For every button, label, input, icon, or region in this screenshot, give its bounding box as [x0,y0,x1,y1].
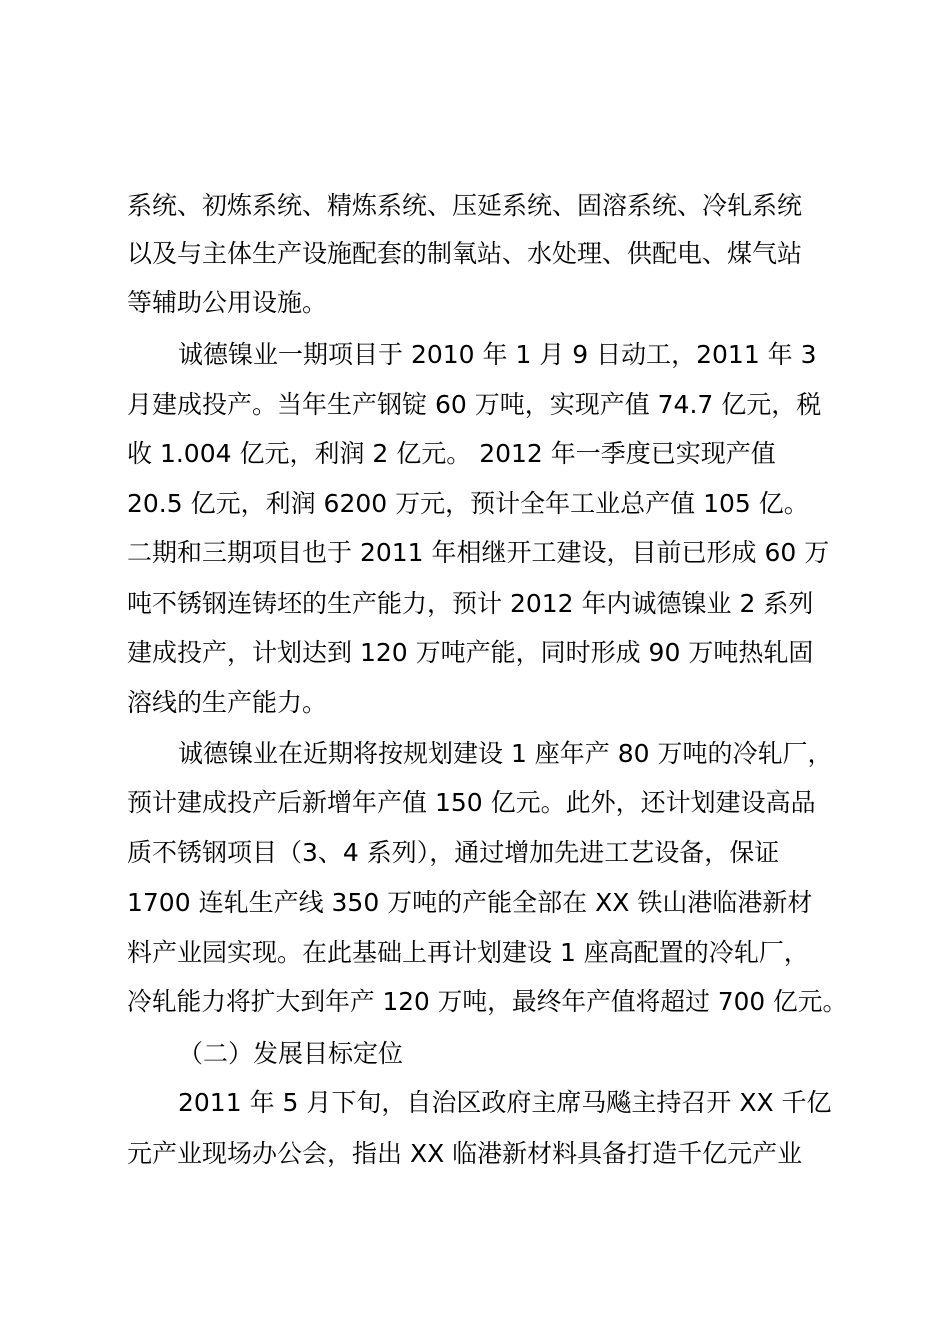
body-text-line: 二期和三期项目也于 2011 年相继开工建设，目前已形成 60 万 [127,538,830,567]
paragraph-first-line: 诚德镍业一期项目于 2010 年 1 月 9 日动工，2011 年 3 [178,340,817,369]
section-heading: （二）发展目标定位 [178,1039,404,1068]
body-text-line: 收 1.004 亿元，利润 2 亿元。 2012 年一季度已实现产值 [127,439,776,468]
body-text-line: 建成投产，计划达到 120 万吨产能，同时形成 90 万吨热轧固 [127,638,814,667]
body-text-line: 月建成投产。当年生产钢锭 60 万吨，实现产值 74.7 亿元，税 [127,390,822,419]
body-text-line: 吨不锈钢连铸坯的生产能力，预计 2012 年内诚德镍业 2 系列 [127,589,814,618]
body-text-line: 质不锈钢项目（3、4 系列），通过增加先进工艺设备，保证 [127,838,780,867]
body-text-line: 以及与主体生产设施配套的制氧站、水处理、供配电、煤气站 [127,239,803,268]
body-text-line: 1700 连轧生产线 350 万吨的产能全部在 XX 铁山港临港新材 [127,888,813,917]
body-text-line: 料产业园实现。在此基础上再计划建设 1 座高配置的冷轧厂， [127,938,809,967]
body-text-line: 20.5 亿元，利润 6200 万元，预计全年工业总产值 105 亿。 [127,489,809,518]
body-text-line: 系统、初炼系统、精炼系统、压延系统、固溶系统、冷轧系统 [127,191,803,220]
body-text-line: 预计建成投产后新增年产值 150 亿元。此外，还计划建设高品 [127,788,816,817]
body-text-line: 溶线的生产能力。 [127,688,328,717]
paragraph-first-line: 2011 年 5 月下旬，自治区政府主席马飚主持召开 XX 千亿 [178,1088,832,1117]
body-text-line: 冷轧能力将扩大到年产 120 万吨，最终年产值将超过 700 亿元。 [127,987,848,1016]
paragraph-first-line: 诚德镍业在近期将按规划建设 1 座年产 80 万吨的冷轧厂， [178,739,833,768]
body-text-line: 元产业现场办公会，指出 XX 临港新材料具备打造千亿元产业 [127,1139,803,1168]
body-text-line: 等辅助公用设施。 [127,288,328,317]
